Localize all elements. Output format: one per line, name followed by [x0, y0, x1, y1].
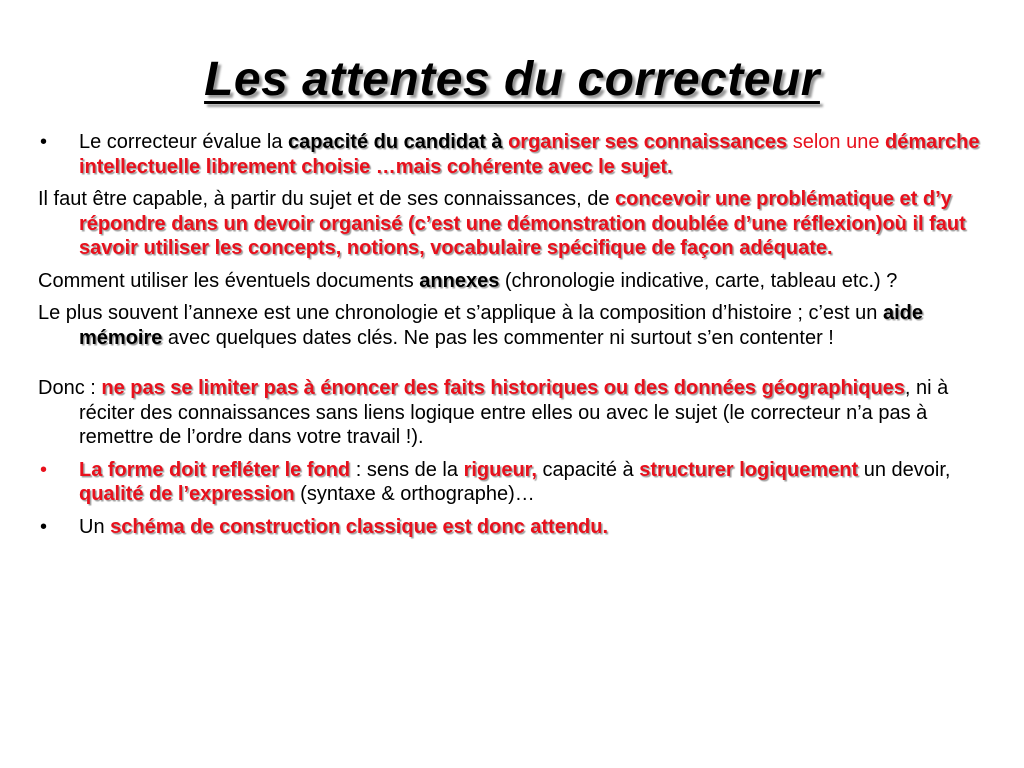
text-run-red: selon une	[787, 131, 885, 153]
text-run: Comment utiliser les éventuels documents	[38, 269, 420, 292]
emphasis-red: rigueur,	[463, 458, 537, 481]
text-run: un devoir,	[858, 458, 951, 481]
text-run: Le correcteur évalue la	[79, 131, 289, 153]
text-run: Le plus souvent l’annexe est une chronologie et s’applique à la composition d’histoire ; c’est un	[38, 302, 883, 324]
slide-title: Les attentes du correcteur	[204, 53, 820, 106]
paragraph-schema	[38, 515, 988, 540]
paragraph-evaluation	[38, 130, 988, 179]
bullet-icon: •	[40, 515, 48, 538]
emphasis-red: qualité de l’expression	[79, 483, 295, 505]
paragraph-forme	[38, 458, 988, 507]
bullet-icon: •	[40, 131, 48, 153]
text-run: Il faut être capable, à partir du sujet et de ses connaissances, de	[38, 188, 616, 210]
paragraph-chronologie	[38, 301, 988, 350]
emphasis-red: structurer logiquement	[639, 458, 859, 481]
emphasis-red: La forme doit refléter le fond	[79, 458, 351, 481]
text-run: (syntaxe & orthographe)…	[294, 483, 535, 505]
emphasis-black: annexes	[419, 269, 500, 292]
text-run: capacité à	[536, 458, 640, 481]
emphasis-black: capacité du candidat à	[288, 131, 503, 153]
bullet-icon: •	[40, 458, 48, 481]
text-run: (chronologie indicative, carte, tableau etc.) ?	[499, 269, 898, 292]
emphasis-red: ne pas se limiter pas à énoncer des faits historiques ou des données géographiques	[101, 377, 905, 399]
paragraph-donc	[38, 376, 988, 450]
paragraph-annexes	[38, 269, 988, 294]
emphasis-red: démarche intellectuelle librement choisie …mais cohérente avec le sujet.	[79, 131, 980, 178]
text-run: avec quelques dates clés. Ne pas les commenter ni surtout s’en contenter !	[162, 326, 834, 349]
text-run: : sens de la	[350, 458, 464, 481]
text-run: Un	[79, 515, 111, 538]
emphasis-red: concevoir une problématique et d’y répondre dans un devoir organisé (c’est une démonstration doublée d’une réflexion)où il faut savoir utiliser les concepts, notions, vocabulaire spécifique de façon adéquate.	[79, 188, 966, 259]
slide-body	[38, 130, 988, 547]
emphasis-black: aide mémoire	[79, 302, 924, 349]
text-run: Donc :	[38, 377, 102, 399]
emphasis-red: schéma de construction classique est donc attendu.	[110, 515, 609, 538]
text-run: , ni à réciter des connaissances sans liens logique entre elles ou avec le sujet (le correcteur n’a pas à remettre de l’ordre dans votre travail !).	[79, 377, 949, 448]
paragraph-capable	[38, 187, 988, 261]
emphasis-red: organiser ses connaissances	[508, 131, 788, 153]
